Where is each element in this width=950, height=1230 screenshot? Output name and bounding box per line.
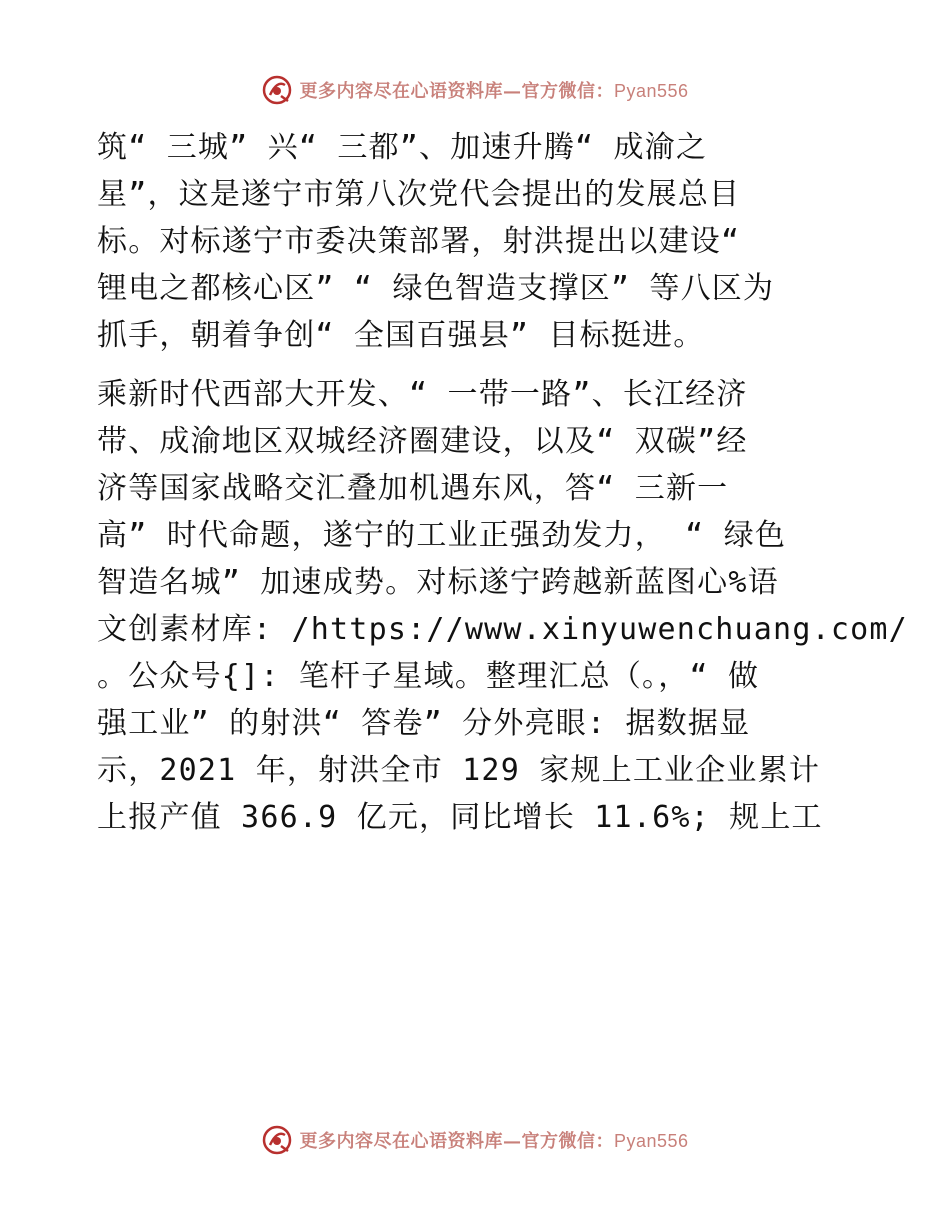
- text-line: 乘新时代西部大开发、“ 一带一路”、长江经济: [97, 377, 748, 412]
- text-line: 智造名城” 加速成势。对标遂宁跨越新蓝图心%语: [97, 565, 779, 600]
- header-banner-text: 更多内容尽在心语资料库—官方微信：Pyan556: [299, 81, 689, 102]
- document-body: [97, 124, 908, 841]
- text-line: 星”，这是遂宁市第八次党代会提出的发展总目: [97, 177, 741, 212]
- paragraph-1: [97, 124, 857, 359]
- text-line: 济等国家战略交汇叠加机遇东风，答“ 三新一: [97, 471, 729, 506]
- text-line: 高” 时代命题，遂宁的工业正强劲发力， “ 绿色: [97, 518, 787, 553]
- footer-watermark-banner: [0, 1120, 950, 1160]
- text-line: 文创素材库: /https://www.xinyuwenchuang.com/: [97, 612, 908, 647]
- text-line: 强工业” 的射洪“ 答卷” 分外亮眼: 据数据显: [97, 706, 751, 741]
- paragraph-2: [97, 371, 908, 841]
- text-line: 标。对标遂宁市委决策部署，射洪提出以建设“: [97, 224, 741, 259]
- text-line: 带、成渝地区双城经济圈建设，以及“ 双碳”经: [97, 424, 748, 459]
- header-watermark-banner: [0, 70, 950, 110]
- text-line: 筑“ 三城” 兴“ 三都”、加速升腾“ 成渝之: [97, 130, 708, 165]
- brand-logo-icon: [261, 74, 293, 106]
- brand-logo-icon: [261, 1124, 293, 1156]
- text-line: 锂电之都核心区” “ 绿色智造支撑区” 等八区为: [97, 271, 775, 306]
- text-line: 抓手，朝着争创“ 全国百强县” 目标挺进。: [97, 318, 705, 353]
- text-line: 示，2021 年，射洪全市 129 家规上工业企业累计: [97, 753, 821, 788]
- footer-banner-text: 更多内容尽在心语资料库—官方微信：Pyan556: [299, 1131, 689, 1152]
- text-line: 上报产值 366.9 亿元，同比增长 11.6%; 规上工: [97, 800, 823, 835]
- text-line: 。公众号{]: 笔杆子星域。整理汇总（。，“ 做: [97, 659, 760, 694]
